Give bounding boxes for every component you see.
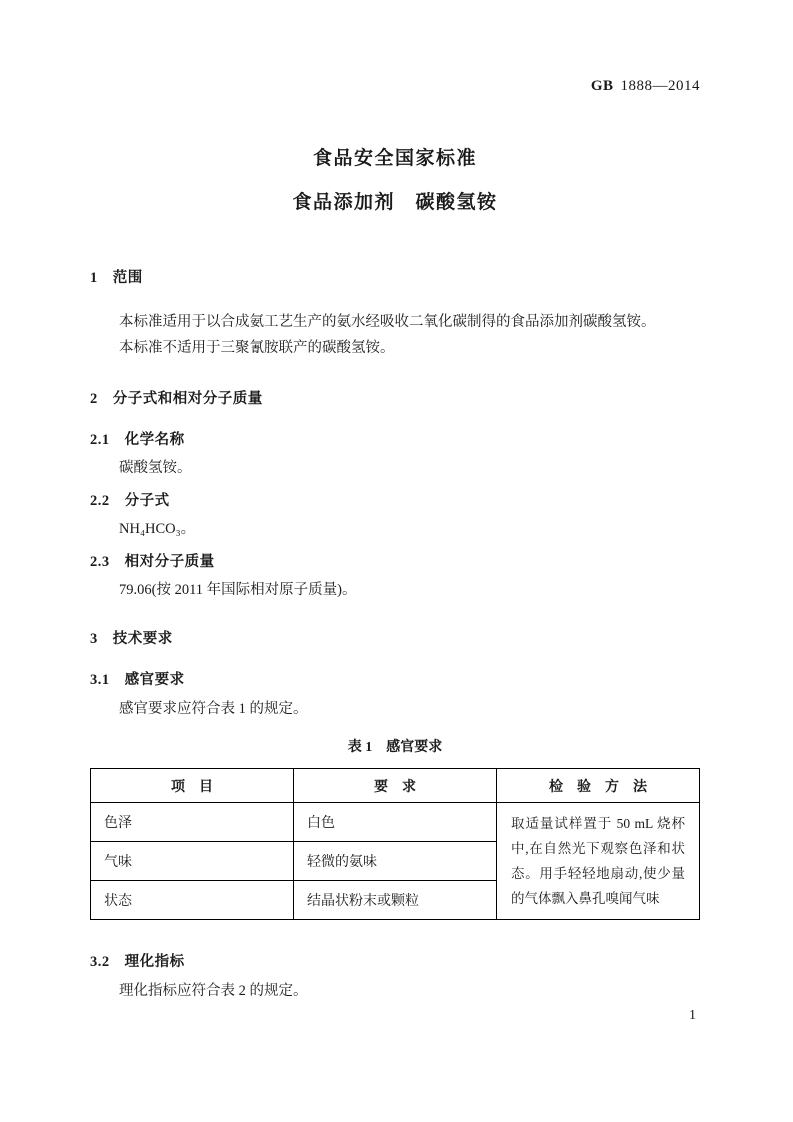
- sensory-requirements-table: [90, 768, 700, 920]
- table-cell-item-1: 色泽: [91, 803, 294, 842]
- section-2-3-heading: 2.3 相对分子质量: [90, 554, 215, 570]
- table-row: [91, 803, 700, 842]
- doc-number: [90, 78, 700, 95]
- section-2-2-heading: 2.2 分子式: [90, 493, 170, 509]
- table-cell-item-3: 状态: [91, 881, 294, 920]
- molecular-mass-text: 79.06(按 2011 年国际相对原子质量)。: [119, 582, 357, 598]
- section-2-heading: 2 分子式和相对分子质量: [90, 391, 263, 407]
- section-3-2-text: 理化指标应符合表 2 的规定。: [119, 983, 308, 999]
- table-header-method: 检 验 方 法: [497, 769, 700, 803]
- standard-subtitle: 食品添加剂 碳酸氢铵: [292, 192, 498, 213]
- section-1-paragraph-1: 本标准适用于以合成氨工艺生产的氨水经吸收二氧化碳制得的食品添加剂碳酸氢铵。: [119, 314, 656, 330]
- doc-number-value: 1888—2014: [620, 78, 700, 94]
- table-header-item: 项 目: [91, 769, 294, 803]
- table-header-row: [91, 769, 700, 803]
- section-1-heading: 1 范围: [90, 270, 143, 286]
- section-3-heading: 3 技术要求: [90, 631, 173, 647]
- section-2-1-text: 碳酸氢铵。: [119, 460, 192, 476]
- table-cell-item-2: 气味: [91, 842, 294, 881]
- section-3-1-heading: 3.1 感官要求: [90, 672, 185, 688]
- table-cell-requirement-1: 白色: [294, 803, 497, 842]
- chemical-formula: NH₄HCO₃。: [119, 521, 196, 537]
- section-3-1-text: 感官要求应符合表 1 的规定。: [119, 701, 308, 717]
- table-cell-method: 取适量试样置于 50 mL 烧杯中,在自然光下观察色泽和状态。用手轻轻地扇动,使少量的气体飘入鼻孔嗅闻气味: [497, 803, 700, 920]
- page-number: 1: [689, 1008, 696, 1023]
- table-cell-requirement-2: 轻微的氨味: [294, 842, 497, 881]
- table-1-caption: 表 1 感官要求: [347, 740, 443, 755]
- section-1-paragraph-2: 本标准不适用于三聚氰胺联产的碳酸氢铵。: [119, 340, 395, 356]
- table-cell-requirement-3: 结晶状粉末或颗粒: [294, 881, 497, 920]
- table-header-requirement: 要 求: [294, 769, 497, 803]
- section-2-1-heading: 2.1 化学名称: [90, 432, 185, 448]
- doc-number-prefix: GB: [590, 78, 614, 94]
- section-3-2-heading: 3.2 理化指标: [90, 954, 185, 970]
- standard-title: 食品安全国家标准: [312, 148, 477, 169]
